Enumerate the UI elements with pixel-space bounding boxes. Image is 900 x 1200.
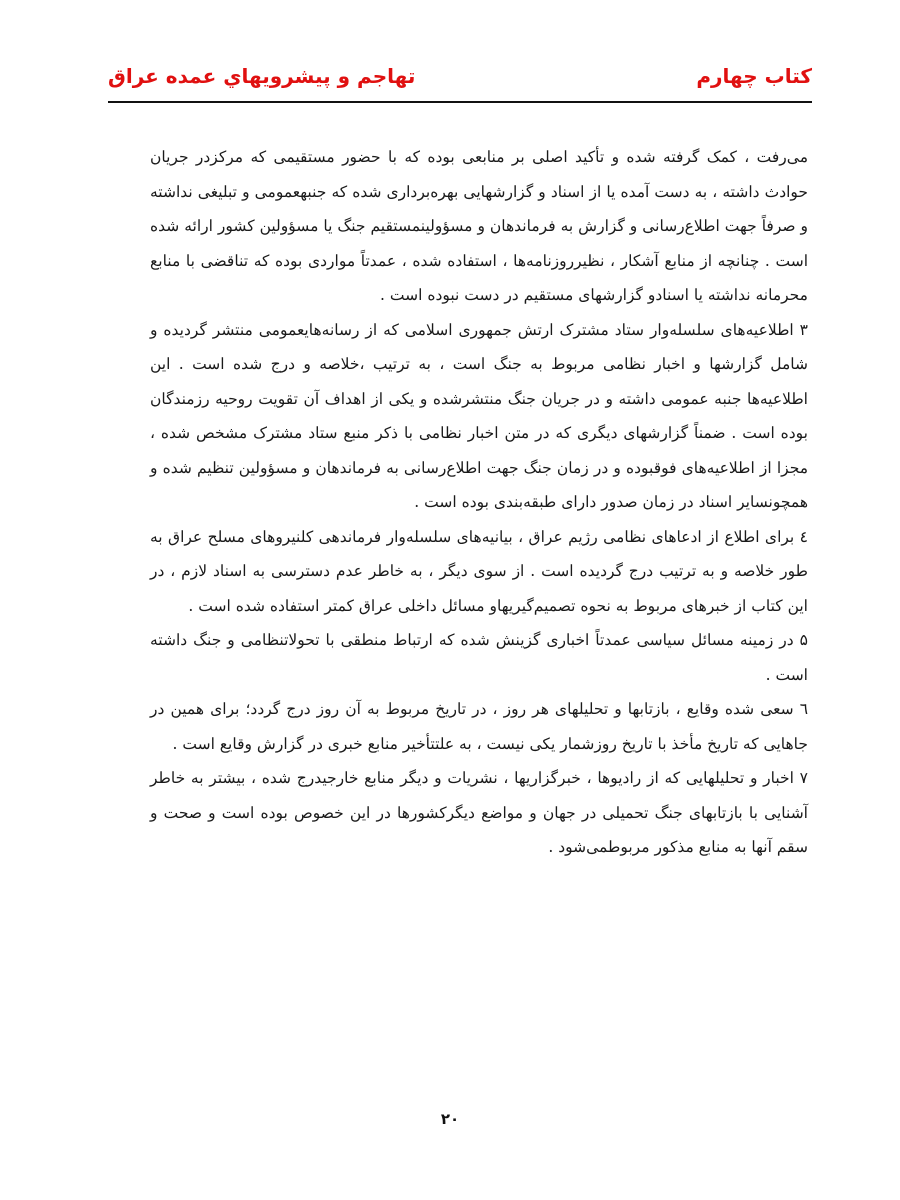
paragraph-item-6: ٦ سعی شده وقایع ، بازتابها و تحلیلهای هر روز ، در تاریخ مربوط به آن روز درج گردد؛ برای همین در جاهایی که تاریخ مأخذ با تاریخ روزشمار یکی نیست ، به علتتأخیر منابع خبری در گزارش وقایع است . [150, 700, 809, 753]
body-text [150, 140, 808, 865]
paragraph-item-7: ۷ اخبار و تحلیلهایی که از رادیوها ، خبرگزاریها ، نشریات و دیگر منابع خارجیدرج شده ، بیشتر به خاطر آشنایی با بازتابهای جنگ تحمیلی در جهان و مواضع دیگرکشورها در این خصوص بوده است و صحت و سقم آنها به منابع مذکور مربوطمی‌شود . [150, 769, 808, 856]
subject-title: تهاجم و پيشرويهاي عمده عراق [108, 64, 416, 88]
header-divider [108, 101, 812, 103]
paragraph-item-5: ۵ در زمینه مسائل سیاسی عمدتاً اخباری گزینش شده که ارتباط منطقی با تحولاتنظامی و جنگ داشته است . [150, 631, 808, 684]
running-header [108, 58, 812, 94]
book-label: كتاب چهارم [696, 64, 812, 88]
paragraph-item-3: ۳ اطلاعیه‌های سلسله‌وار ستاد مشترک ارتش جمهوری اسلامی که از رسانه‌هایعمومی منتشر گردیده و شامل گزارشها و اخبار نظامی مربوط به جنگ است ، به ترتیب ،خلاصه و درج شده است . این اطلاعیه‌ها جنبه عمومی داشته و در جریان جنگ منتشرشده و یکی از اهداف آن تقویت روحیه رزمندگان بوده است . ضمناً گزارشهای دیگری که در متن اخبار نظامی با ذکر منبع ستاد مشترک مشخص شده ، مجزا از اطلاعیه‌های فوقبوده و در زمان جنگ جهت اطلاع‌رسانی به فرماندهان و مسؤولین تنظیم شده و همچونسایر اسناد در زمان صدور دارای طبقه‌بندی بوده است . [150, 320, 808, 511]
page-number: ۲۰ [440, 1110, 460, 1128]
paragraph-item-4: ٤ برای اطلاع از ادعاهای نظامی رژیم عراق ، بیانیه‌های سلسله‌وار فرماندهی کلنیروهای مسلح عراق به طور خلاصه و به ترتیب درج گردیده است . از سوی دیگر ، به خاطر عدم دسترسی به اسناد لازم ، در این کتاب از خبرهای مربوط به نحوه تصمیم‌گیریهاو مسائل داخلی عراق کمتر استفاده شده است . [150, 527, 808, 615]
paragraph-continued: می‌رفت ، کمک گرفته شده و تأکید اصلی بر منابعی بوده که با حضور مستقیمی که مرکزدر جریان حوادث داشته ، به دست آمده یا از اسناد و گزارشهایی بهره‌برداری شده که جنبهعمومی و تبلیغی نداشته و صرفاً جهت اطلاع‌رسانی و گزارش به فرماندهان و مسؤولینمستقیم جنگ یا مسؤولین کشور ارائه شده است . چنانچه از منابع آشکار ، نظیرروزنامه‌ها ، استفاده شده ، عمدتاً مواردی بوده که تناقضی با منابع محرمانه نداشته یا اسنادو گزارشهای مستقیم در دست نبوده است . [150, 148, 808, 304]
